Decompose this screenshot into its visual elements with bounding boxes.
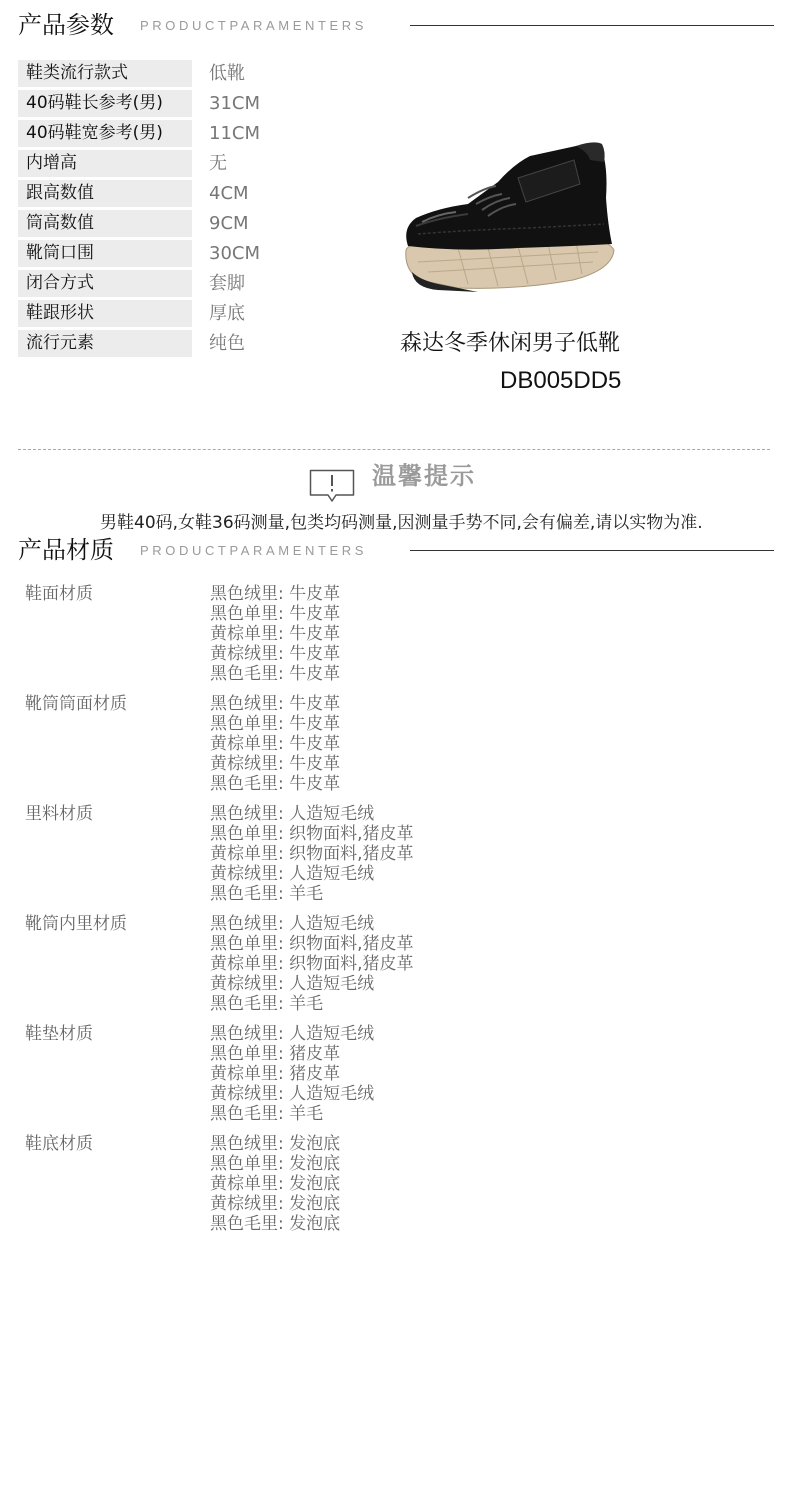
material-values (210, 1134, 340, 1234)
param-row (18, 90, 378, 120)
notice-text: 男鞋40码,女鞋36码测量,包类均码测量,因测量手势不同,会有偏差,请以实物为准. (100, 513, 703, 533)
material-value: 黑色毛里: 羊毛 (210, 884, 324, 904)
material-label: 靴筒筒面材质 (25, 694, 127, 714)
material-value: 黄棕单里: 牛皮革 (210, 624, 341, 644)
notice-title: 温馨提示 (372, 462, 476, 490)
param-value: 厚底 (209, 303, 245, 324)
material-value: 黑色毛里: 羊毛 (210, 994, 324, 1014)
material-value: 黑色单里: 牛皮革 (210, 604, 341, 624)
param-row (18, 150, 378, 180)
param-row (18, 330, 378, 360)
param-label: 内增高 (18, 150, 192, 177)
params-section-header (18, 10, 774, 40)
material-values (210, 1024, 374, 1124)
param-label: 40码鞋宽参考(男) (18, 120, 192, 147)
section-divider (410, 25, 774, 26)
material-value: 黄棕单里: 猪皮革 (210, 1064, 341, 1084)
material-value: 黄棕绒里: 牛皮革 (210, 754, 341, 774)
material-label: 里料材质 (25, 804, 93, 824)
materials-section-title: 产品材质 (18, 536, 114, 564)
param-label: 鞋跟形状 (18, 300, 192, 327)
params-table (18, 60, 378, 360)
material-values (210, 694, 340, 794)
param-label: 40码鞋长参考(男) (18, 90, 192, 117)
material-value: 黑色毛里: 牛皮革 (210, 664, 341, 684)
material-value: 黄棕绒里: 人造短毛绒 (210, 864, 375, 884)
material-label: 鞋底材质 (25, 1134, 93, 1154)
material-value: 黄棕绒里: 发泡底 (210, 1194, 341, 1214)
param-value: 纯色 (209, 333, 245, 354)
material-label: 鞋面材质 (25, 584, 93, 604)
material-value: 黑色绒里: 牛皮革 (210, 584, 341, 604)
param-label: 流行元素 (18, 330, 192, 357)
material-label: 鞋垫材质 (25, 1024, 93, 1044)
param-label: 闭合方式 (18, 270, 192, 297)
product-code: DB005DD5 (500, 367, 622, 394)
param-value: 11CM (209, 123, 261, 144)
params-section-subtitle: PRODUCTPARAMENTERS (140, 18, 368, 33)
material-label: 靴筒内里材质 (25, 914, 127, 934)
material-value: 黄棕绒里: 牛皮革 (210, 644, 341, 664)
material-value: 黑色绒里: 发泡底 (210, 1134, 341, 1154)
material-values (210, 584, 340, 684)
material-value: 黑色单里: 织物面料,猪皮革 (210, 824, 414, 844)
material-value: 黑色绒里: 人造短毛绒 (210, 914, 375, 934)
material-values (210, 914, 414, 1014)
material-values (210, 804, 414, 904)
material-value: 黑色单里: 发泡底 (210, 1154, 341, 1174)
warning-speech-bubble-icon (309, 469, 355, 503)
material-value: 黄棕单里: 织物面料,猪皮革 (210, 844, 414, 864)
material-value: 黑色绒里: 牛皮革 (210, 694, 341, 714)
param-value: 4CM (209, 183, 249, 204)
material-value: 黑色毛里: 羊毛 (210, 1104, 324, 1124)
param-value: 9CM (209, 213, 249, 234)
param-value: 30CM (209, 243, 261, 264)
param-label: 鞋类流行款式 (18, 60, 192, 87)
material-value: 黑色绒里: 人造短毛绒 (210, 1024, 375, 1044)
material-value: 黄棕绒里: 人造短毛绒 (210, 1084, 375, 1104)
param-value: 套脚 (209, 273, 245, 294)
material-value: 黑色毛里: 牛皮革 (210, 774, 341, 794)
materials-section-subtitle: PRODUCTPARAMENTERS (140, 543, 368, 558)
materials-section-header (18, 535, 774, 565)
material-value: 黑色毛里: 发泡底 (210, 1214, 341, 1234)
param-row (18, 240, 378, 270)
material-value: 黄棕绒里: 人造短毛绒 (210, 974, 375, 994)
param-row (18, 270, 378, 300)
param-value: 低靴 (209, 63, 245, 84)
param-row (18, 120, 378, 150)
param-row (18, 60, 378, 90)
dashed-divider (18, 449, 770, 450)
param-row (18, 180, 378, 210)
material-value: 黑色单里: 牛皮革 (210, 714, 341, 734)
param-value: 无 (209, 153, 227, 174)
section-divider (410, 550, 774, 551)
param-row (18, 210, 378, 240)
product-name: 森达冬季休闲男子低靴 (400, 331, 621, 356)
material-value: 黄棕单里: 织物面料,猪皮革 (210, 954, 414, 974)
param-value: 31CM (209, 93, 261, 114)
material-value: 黑色单里: 织物面料,猪皮革 (210, 934, 414, 954)
material-value: 黄棕单里: 发泡底 (210, 1174, 341, 1194)
material-value: 黑色绒里: 人造短毛绒 (210, 804, 375, 824)
material-value: 黑色单里: 猪皮革 (210, 1044, 341, 1064)
params-section-title: 产品参数 (18, 11, 114, 39)
material-value: 黄棕单里: 牛皮革 (210, 734, 341, 754)
black-boot-icon (398, 138, 620, 296)
param-label: 跟高数值 (18, 180, 192, 207)
param-label: 靴筒口围 (18, 240, 192, 267)
param-label: 筒高数值 (18, 210, 192, 237)
param-row (18, 300, 378, 330)
